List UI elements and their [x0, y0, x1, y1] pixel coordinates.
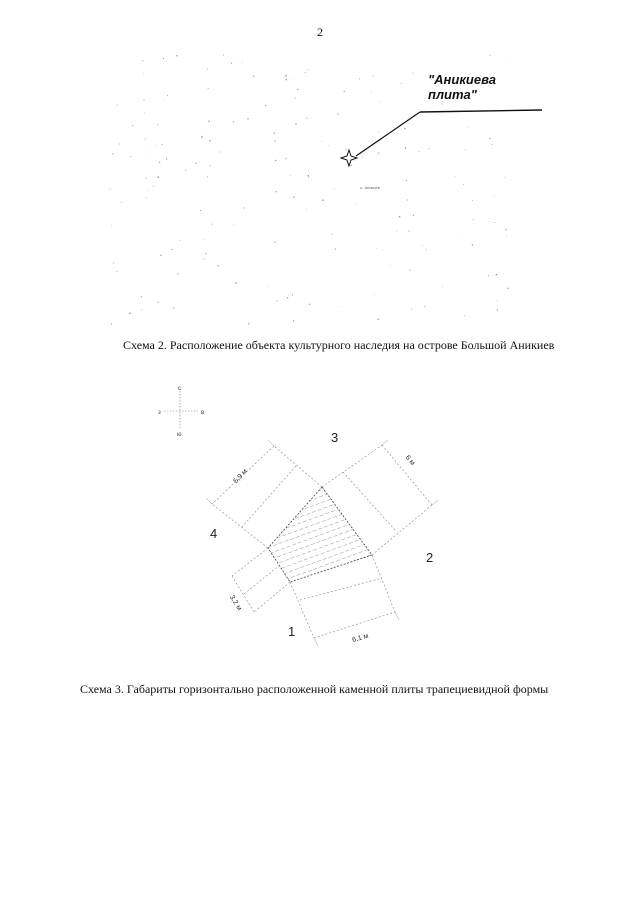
compass-east: в [201, 410, 205, 416]
island-tiny-label: о. Аникиев [360, 185, 380, 190]
side-number-2: 2 [426, 550, 434, 565]
side-number-4: 4 [210, 526, 218, 541]
caption-scheme-3: Схема 3. Габариты горизонтально расположенной каменной плиты трапециевидной формы [80, 682, 549, 696]
dimension-label-5-9: 5,9 м [232, 468, 249, 485]
side-number-1: 1 [288, 624, 296, 639]
dimension-label-6-1: 6,1 м [351, 632, 370, 645]
slab-hatched [268, 487, 372, 582]
compass-north: с [178, 386, 181, 392]
compass-south: ю [177, 432, 182, 438]
object-label-line2: плита" [428, 87, 477, 102]
side-number-3: 3 [331, 430, 339, 445]
dimension-label-3-2: 3,2 м [227, 594, 243, 612]
object-label-line1: "Аникиева [428, 72, 497, 87]
dimension-label-6: 6 м [403, 454, 416, 467]
page-number: 2 [317, 25, 323, 39]
compass-west: з [158, 410, 161, 416]
caption-scheme-2: Схема 2. Расположение объекта культурного наследия на острове Большой Аникиев [123, 338, 555, 352]
